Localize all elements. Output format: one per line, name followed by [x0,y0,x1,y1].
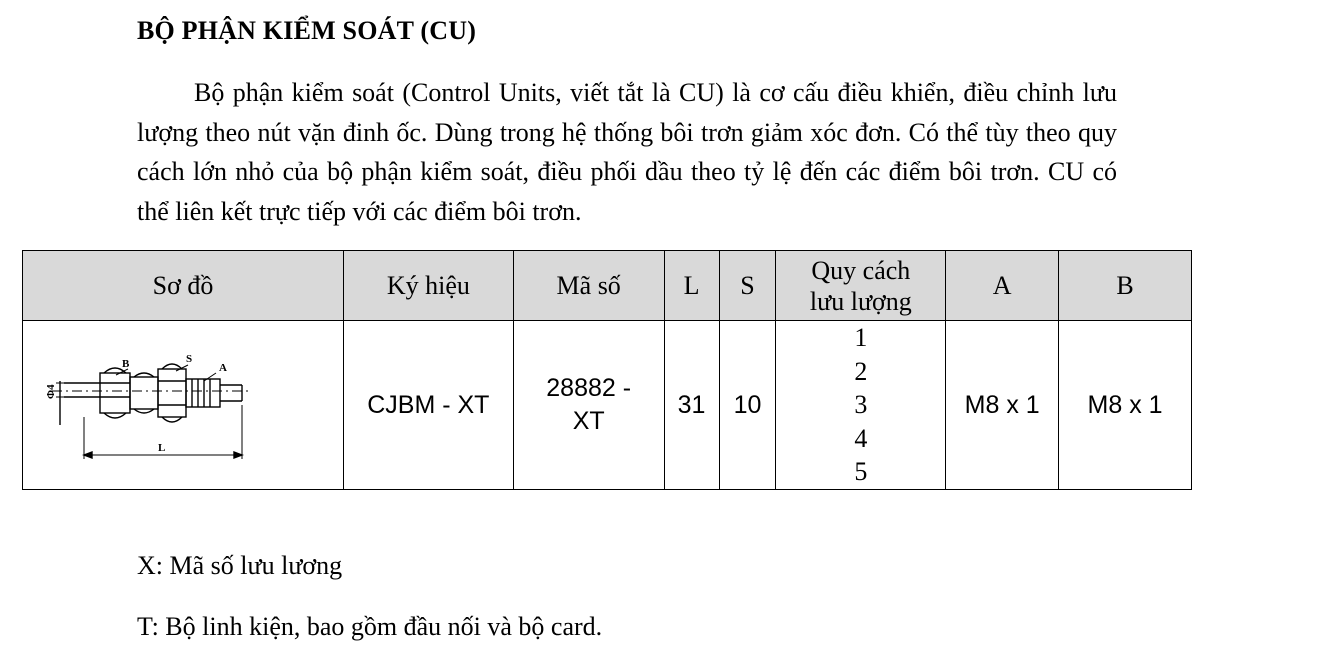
header-code: Mã số [513,251,664,321]
flow-item: 5 [854,457,868,487]
cell-code-line1: 28882 - [546,374,632,402]
header-s: S [719,251,776,321]
cell-diagram [23,321,344,490]
spec-table [22,250,1192,490]
section-title: BỘ PHẬN KIỂM SOÁT (CU) [137,16,477,45]
cell-symbol: CJBM - XT [343,321,513,490]
header-a: A [946,251,1059,321]
note-x: X: Mã số lưu lương [137,551,343,580]
note-t: T: Bộ linh kiện, bao gồm đầu nối và bộ card. [137,612,603,641]
cell-a: M8 x 1 [946,321,1059,490]
diagram-label-s: S [185,353,193,365]
cell-b: M8 x 1 [1059,321,1192,490]
flow-item: 2 [854,356,868,386]
header-flow-line2: lưu lượng [809,286,912,316]
diagram-label-l: L [157,442,166,454]
description-paragraph: Bộ phận kiểm soát (Control Units, viết tắt là CU) là cơ cấu điều khiển, điều chỉnh lưu lượng theo nút vặn đinh ốc. Dùng trong hệ thống bôi trơn giảm xóc đơn. Có thể tùy theo quy cách lớn nhỏ của bộ phận kiểm soát, điều phối dầu theo tỷ lệ đến các điểm bôi trơn. CU có thể liên kết trực tiếp với các điểm bôi trơn. [137,78,1117,226]
flow-item: 4 [854,423,868,453]
cell-code-line2: XT [572,407,605,435]
header-flow-line1: Quy cách [811,255,911,285]
diagram-label-b: B [121,358,130,370]
fitting-diagram-icon [38,335,328,475]
cell-s: 10 [719,321,776,490]
flow-item: 1 [854,323,868,353]
table-row [23,321,1192,490]
header-flow [776,251,946,321]
header-b: B [1059,251,1192,321]
cell-code [513,321,664,490]
flow-item: 3 [854,390,868,420]
cell-l: 31 [664,321,719,490]
header-diagram: Sơ đồ [23,251,344,321]
header-l: L [664,251,719,321]
diagram-label-a: A [218,362,227,374]
diagram-label-phi: Φ4 [44,384,57,399]
table-header-row [23,251,1192,321]
cell-flow [776,321,946,490]
header-symbol: Ký hiệu [343,251,513,321]
